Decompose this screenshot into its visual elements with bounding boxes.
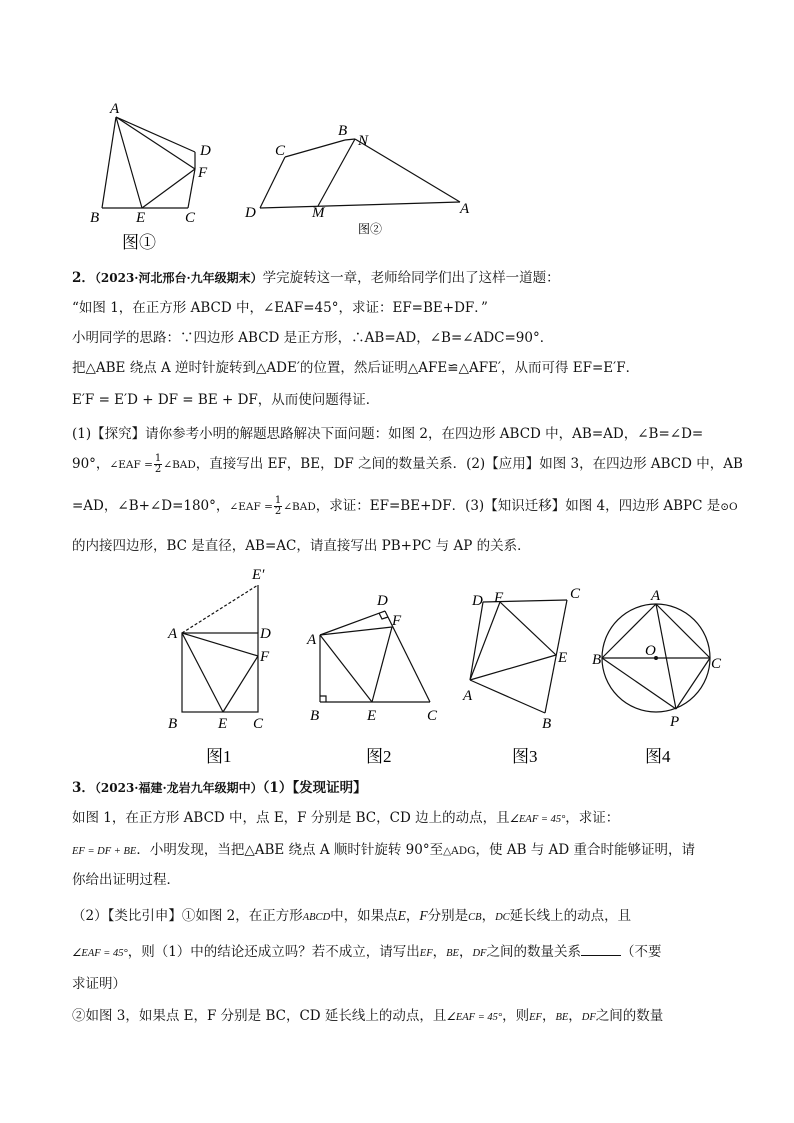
label-C: C — [427, 708, 438, 724]
label-B: B — [90, 210, 100, 226]
label-A: A — [110, 101, 120, 117]
label-D: D — [377, 593, 388, 609]
figure-caption: 图② — [358, 222, 383, 236]
figure-caption: 图1 — [206, 747, 232, 766]
label-B: B — [168, 716, 178, 732]
label-P: P — [670, 714, 680, 730]
p2-line-3: 小明同学的思路：∵四边形 ABCD 是正方形，∴AB=AD，∠B=∠ADC=90°． — [72, 330, 554, 346]
label-C: C — [570, 586, 581, 602]
label-E-prime: E′ — [252, 567, 265, 583]
top-figure-2 — [240, 115, 480, 245]
p2-line-2: “如图 1，在正方形 ABCD 中，∠EAF=45°，求证：EF=BE+DF．” — [72, 300, 488, 316]
p2-figure-4 — [590, 580, 730, 770]
p3-line-8: ②如图 3，如果点 E，F 分别是 BC，CD 延长线上的动点，且∠EAF = 45°，则EF，BE，DF之间的数量 — [72, 1008, 664, 1024]
p3-line-7: 求证明） — [72, 976, 126, 992]
p2-line-6: (1)【探究】请你参考小明的解题思路解决下面问题：如图 2，在四边形 ABCD 中，AB=AD，∠B=∠D= — [72, 426, 704, 442]
label-A: A — [463, 688, 473, 704]
label-C: C — [711, 656, 722, 672]
label-E: E — [558, 650, 568, 666]
label-B: B — [310, 708, 320, 724]
label-F: F — [392, 613, 402, 629]
p2-figure-3 — [460, 580, 600, 770]
label-F: F — [198, 165, 208, 181]
top-figure-1 — [80, 95, 240, 260]
label-E: E — [367, 708, 377, 724]
p3-line-6: ∠EAF = 45°，则（1）中的结论还成立吗？若不成立，请写出EF，BE，DF之间的数量关系 （不要 — [72, 944, 662, 960]
label-A: A — [651, 588, 661, 604]
figure-caption: 图2 — [366, 747, 392, 766]
label-N: N — [358, 133, 369, 149]
p2-line-9: 的内接四边形，BC 是直径，AB=AC，请直接写出 PB+PC 与 AP 的关系． — [72, 538, 531, 554]
label-E: E — [218, 716, 228, 732]
label-C: C — [253, 716, 264, 732]
label-B: B — [338, 123, 348, 139]
label-C: C — [185, 210, 196, 226]
label-D: D — [260, 626, 271, 642]
figure-caption: 图① — [122, 233, 156, 252]
label-F: F — [494, 590, 504, 606]
label-E: E — [136, 210, 146, 226]
answer-blank — [581, 943, 621, 956]
label-F: F — [260, 649, 270, 665]
label-D: D — [200, 143, 211, 159]
label-M: M — [312, 205, 325, 221]
p3-line-2: 如图 1，在正方形 ABCD 中，点 E，F 分别是 BC，CD 边上的动点，且∠EAF = 45°，求证： — [72, 810, 620, 826]
p2-figure-1 — [160, 565, 290, 770]
figure-caption: 图3 — [512, 747, 538, 766]
p3-line-3: EF = DF + BE．小明发现，当把△ABE 绕点 A 顺时针旋转 90°至△ADG，使 AB 与 AD 重合时能够证明，请 — [72, 842, 695, 858]
p3-line-4: 你给出证明过程． — [72, 872, 180, 888]
label-C: C — [275, 143, 286, 159]
label-B: B — [542, 716, 552, 732]
p2-figure-2 — [300, 585, 450, 770]
fraction-half: $\frac{1}{2}$ — [274, 495, 282, 517]
label-A: A — [460, 201, 470, 217]
label-B: B — [592, 652, 602, 668]
label-D: D — [472, 593, 483, 609]
figure-caption: 图4 — [645, 747, 671, 766]
label-O: O — [645, 643, 656, 659]
fraction-half: $\frac{1}{2}$ — [154, 453, 162, 475]
label-D: D — [245, 205, 256, 221]
p3-line-5: （2）【类比引申】①如图 2，在正方形ABCD中，如果点E，F分别是CB，DC延长线上的动点，且 — [72, 908, 632, 924]
p2-line-8: =AD，∠B+∠D=180°，∠EAF = $\frac{1}{2}$ ∠BAD，求证：EF=BE+DF．(3)【知识迁移】如图 4，四边形 ABPC 是⊙O — [72, 495, 738, 517]
label-A: A — [168, 626, 178, 642]
p2-line-4: 把△ABE 绕点 A 逆时针旋转到△ADE′的位置，然后证明△AFE≌△AFE′，从而可得 EF=E′F． — [72, 360, 640, 376]
p3-line-1: 3．（2023·福建·龙岩九年级期中）（1）【发现证明】 — [72, 780, 367, 796]
label-A: A — [307, 632, 317, 648]
p2-line-7: 90°，∠EAF = $\frac{1}{2}$ ∠BAD，直接写出 EF，BE，DF 之间的数量关系．(2)【应用】如图 3，在四边形 ABCD 中，AB — [72, 453, 743, 475]
p2-line-1: 2．（2023·河北邢台·九年级期末）学完旋转这一章，老师给同学们出了这样一道题： — [72, 270, 560, 286]
p2-line-5: E′F = E′D + DF = BE + DF，从而使问题得证． — [72, 392, 380, 408]
